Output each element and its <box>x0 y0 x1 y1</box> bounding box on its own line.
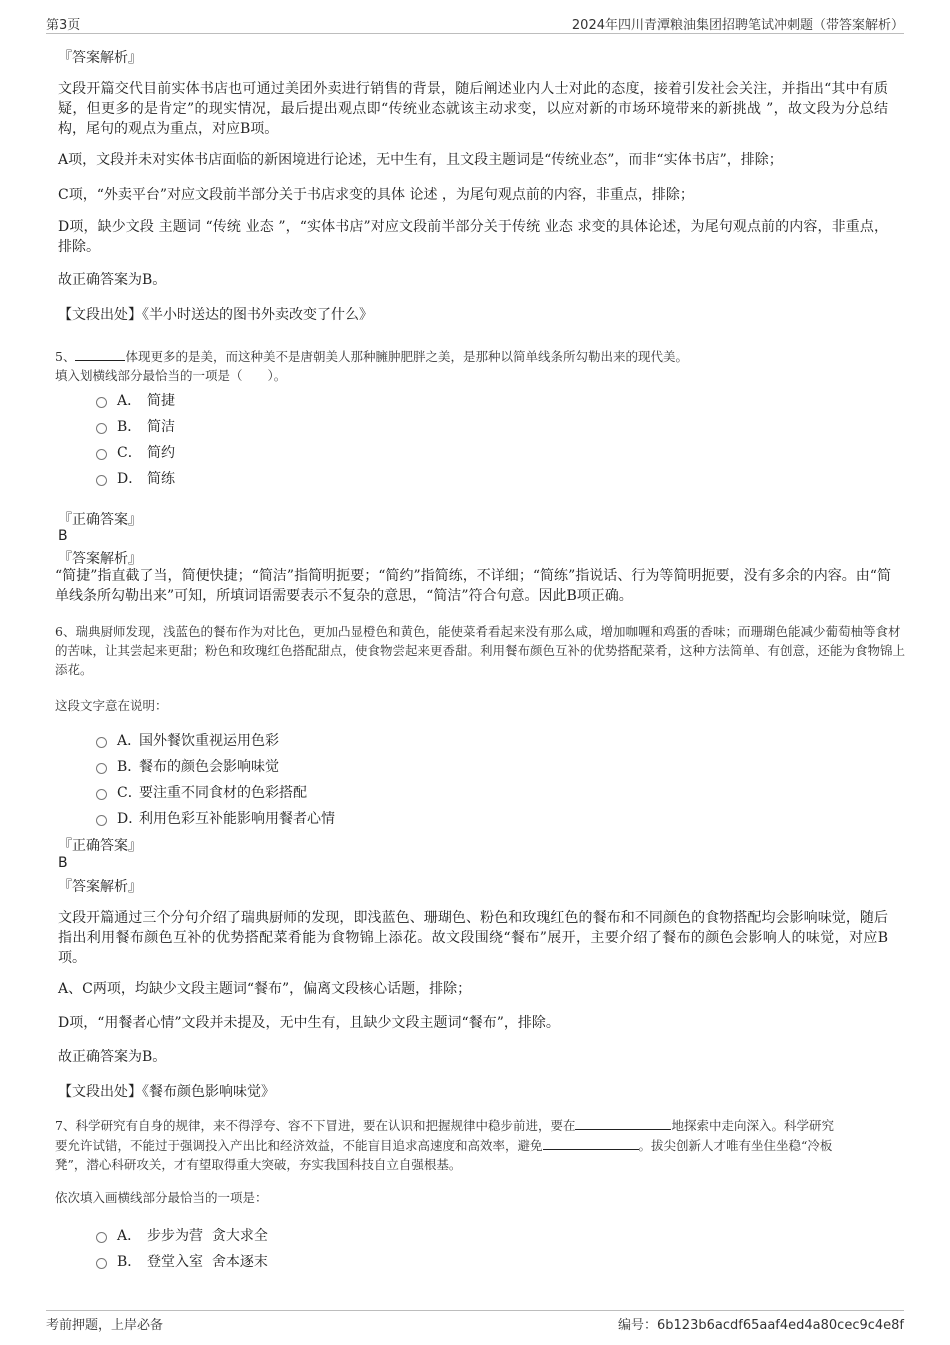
q7-stem-part1: 7、科学研究有自身的规律，来不得浮夸、容不下冒进，要在认识和把握规律中稳步前进，要在 <box>55 1118 576 1133</box>
page-number: 第3页 <box>46 18 81 33</box>
q5-prompt: 填入划横线部分最恰当的一项是（ ）。 <box>55 368 287 383</box>
q7-blank-2 <box>543 1135 639 1150</box>
q7-stem-part5: 凳”，潜心科研攻关，才有望取得重大突破，夯实我国科技自立自强根基。 <box>55 1157 462 1172</box>
option-letter: A． <box>117 733 142 749</box>
q6-option-a[interactable] <box>96 730 279 750</box>
option-text: 简练 <box>147 471 175 487</box>
q5-option-b[interactable] <box>96 416 175 436</box>
q6-conclusion: 故正确答案为B。 <box>58 1049 167 1065</box>
radio-button-icon[interactable] <box>96 449 107 460</box>
option-text: 简捷 <box>147 393 175 409</box>
radio-button-icon[interactable] <box>96 815 107 826</box>
option-text: 简洁 <box>147 419 175 435</box>
q5-stem <box>55 346 905 366</box>
option-text: 步步为营 贪大求全 <box>147 1228 268 1244</box>
q6-analysis-option-ac: A、C两项，均缺少文段主题词“餐布”，偏离文段核心话题，排除； <box>58 981 472 997</box>
q5-analysis-heading: 『答案解析』 <box>58 551 142 567</box>
q5-answer: B <box>58 528 68 544</box>
q5-stem-text: 体现更多的是美，而这种美不是唐朝美人那种臃肿肥胖之美，是那种以简单线条所勾勒出来的现代美。 <box>125 349 688 364</box>
option-text: 餐布的颜色会影响味觉 <box>139 759 279 775</box>
q4-analysis-option-d: D项，缺少文段 主题词 “传统 业态 ”，“实体书店”对应文段前半部分关于传统 业态 求变的具体论述，为尾句观点前的内容，非重点，排除。 <box>58 219 888 255</box>
q7-stem-part3: 要允许试错，不能过于强调投入产出比和经济效益，不能盲目追求高速度和高效率，避免 <box>55 1138 543 1153</box>
footer-id-code: 6b123b6acdf65aaf4ed4a80cec9c4e8f <box>657 1318 904 1333</box>
q6-analysis-heading: 『答案解析』 <box>58 879 142 895</box>
radio-button-icon[interactable] <box>96 1258 107 1269</box>
q6-option-d[interactable] <box>96 808 335 828</box>
option-letter: C． <box>117 445 142 461</box>
q5-number: 5、 <box>55 349 76 364</box>
option-letter: B． <box>117 759 142 775</box>
option-text: 登堂入室 舍本逐末 <box>147 1254 268 1270</box>
q4-analysis-paragraph: 文段开篇交代目前实体书店也可通过美团外卖进行销售的背景，随后阐述业内人士对此的态度，接着引发社会关注，并指出“其中有质疑，但更多的是肯定”的现实情况，最后提出观点即“传统业态就该主动求变，以应对新的市场环境带来的新挑战 ”，故文段为分总结构，尾句的观点为重点，对应B项。 <box>58 81 888 137</box>
q5-answer-heading: 『正确答案』 <box>58 512 142 528</box>
q6-prompt: 这段文字意在说明： <box>55 698 168 713</box>
footer-id-label: 编号： <box>618 1318 658 1333</box>
option-text: 利用色彩互补能影响用餐者心情 <box>139 811 335 827</box>
radio-button-icon[interactable] <box>96 763 107 774</box>
option-letter: C． <box>117 785 142 801</box>
q5-blank <box>75 346 125 361</box>
q7-prompt: 依次填入画横线部分最恰当的一项是： <box>55 1190 268 1205</box>
option-text: 要注重不同食材的色彩搭配 <box>139 785 307 801</box>
document-title: 2024年四川青潭粮油集团招聘笔试冲刺题（带答案解析） <box>571 18 904 33</box>
q5-option-c[interactable] <box>96 442 175 462</box>
q4-analysis-option-a: A项，文段并未对实体书店面临的新困境进行论述，无中生有，且文段主题词是“传统业态”，而非“实体书店”，排除； <box>58 152 783 168</box>
option-letter: B． <box>117 419 142 435</box>
radio-button-icon[interactable] <box>96 423 107 434</box>
option-text: 简约 <box>147 445 175 461</box>
q4-analysis-heading: 『答案解析』 <box>58 50 142 66</box>
radio-button-icon[interactable] <box>96 789 107 800</box>
radio-button-icon[interactable] <box>96 1232 107 1243</box>
q7-option-b[interactable] <box>96 1251 268 1271</box>
option-letter: A． <box>117 393 142 409</box>
q6-analysis-paragraph: 文段开篇通过三个分句介绍了瑞典厨师的发现，即浅蓝色、珊瑚色、粉色和玫瑰红色的餐布和不同颜色的食物搭配均会影响味觉，随后指出利用餐布颜色互补的优势搭配菜肴能为食物锦上添花。故文段围绕“餐布”展开，主要介绍了餐布的颜色会影响人的味觉，对应B项。 <box>58 910 888 966</box>
q5-option-a[interactable] <box>96 390 175 410</box>
q7-blank-1 <box>575 1115 671 1130</box>
q6-source: 【文段出处】《餐布颜色影响味觉》 <box>58 1084 275 1100</box>
radio-button-icon[interactable] <box>96 475 107 486</box>
q6-option-b[interactable] <box>96 756 279 776</box>
footer-rule <box>46 1310 904 1311</box>
q6-stem: 6、瑞典厨师发现，浅蓝色的餐布作为对比色，更加凸显橙色和黄色，能使菜肴看起来没有那么咸，增加咖喱和鸡蛋的香味；而珊瑚色能减少葡萄柚等食材的苦味，让其尝起来更甜；粉色和玫瑰红色搭配甜点，使食物尝起来更香甜。利用餐布颜色互补的优势搭配菜肴，这种方法简单、有创意，还能为食物锦上添花。 <box>55 624 906 677</box>
q7-stem <box>55 1115 905 1174</box>
q6-answer: B <box>58 855 68 871</box>
q7-option-a[interactable] <box>96 1225 268 1245</box>
header-rule <box>46 33 904 34</box>
option-letter: B． <box>117 1254 142 1270</box>
q7-stem-part2: 地探索中走向深入。科学研究 <box>671 1118 834 1133</box>
q6-answer-heading: 『正确答案』 <box>58 838 142 854</box>
option-letter: D． <box>117 471 143 487</box>
footer-doc-id <box>618 1314 904 1333</box>
q4-source: 【文段出处】《半小时送达的图书外卖改变了什么》 <box>58 307 373 323</box>
radio-button-icon[interactable] <box>96 397 107 408</box>
footer-slogan: 考前押题，上岸必备 <box>46 1318 164 1333</box>
q6-analysis-option-d: D项，“用餐者心情”文段并未提及，无中生有，且缺少文段主题词“餐布”，排除。 <box>58 1015 560 1031</box>
q5-option-d[interactable] <box>96 468 175 488</box>
q4-analysis-option-c: C项，“外卖平台”对应文段前半部分关于书店求变的具体 论述 ，为尾句观点前的内容，非重点，排除； <box>58 187 694 203</box>
option-text: 国外餐饮重视运用色彩 <box>139 733 279 749</box>
q7-stem-part4: 。拔尖创新人才唯有坐住坐稳“冷板 <box>638 1138 833 1153</box>
option-letter: D． <box>117 811 143 827</box>
radio-button-icon[interactable] <box>96 737 107 748</box>
q6-option-c[interactable] <box>96 782 307 802</box>
q4-conclusion: 故正确答案为B。 <box>58 272 167 288</box>
option-letter: A． <box>117 1228 142 1244</box>
q5-analysis: “简捷”指直截了当，简便快捷；“简洁”指简明扼要；“简约”指简练，不详细；“简练”指说话、行为等简明扼要，没有多余的内容。由“简单线条所勾勒出来”可知，所填词语需要表示不复杂的意思，“简洁”符合句意。因此B项正确。 <box>55 568 891 604</box>
